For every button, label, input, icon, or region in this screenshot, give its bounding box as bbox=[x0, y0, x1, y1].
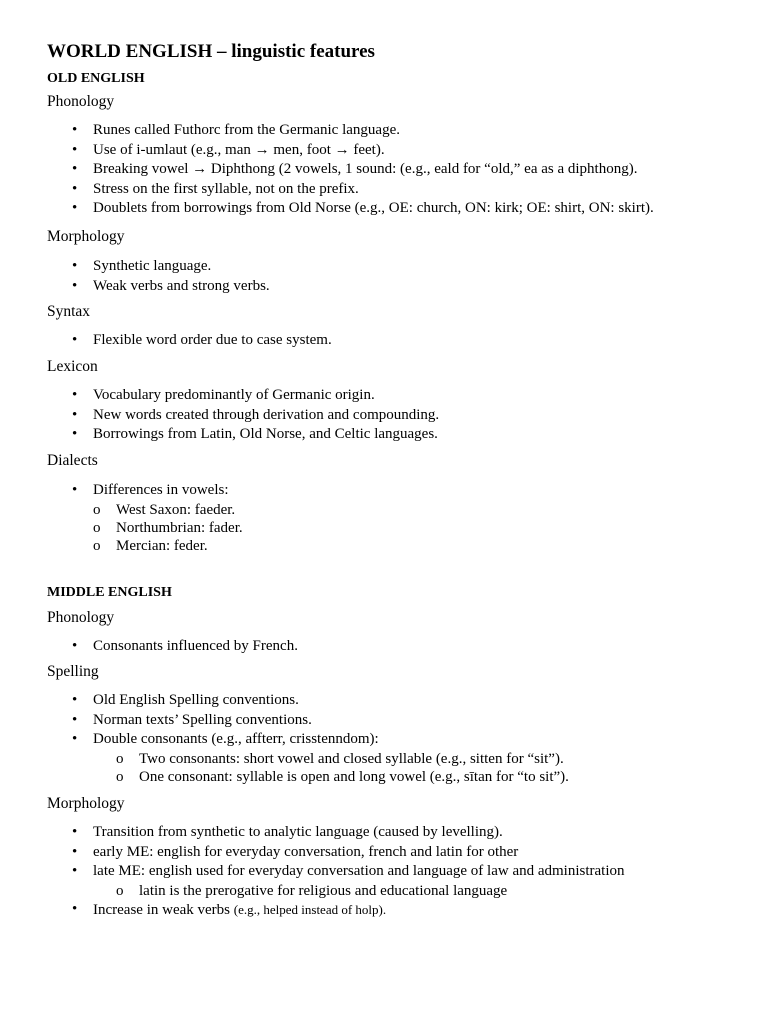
sub-bullet-icon: o bbox=[93, 537, 101, 554]
sub-bullet-icon: o bbox=[93, 501, 101, 518]
old-syntax-list bbox=[47, 331, 332, 351]
sub-list-item-text: latin is the prerogative for religious and educational language bbox=[139, 882, 508, 899]
morphology-sub-list bbox=[93, 882, 625, 900]
list-item bbox=[47, 386, 439, 406]
sub-bullet-icon: o bbox=[116, 750, 124, 767]
middle-phonology-heading: Phonology bbox=[47, 609, 115, 626]
sub-list-item bbox=[93, 768, 569, 786]
sub-list-item bbox=[93, 537, 243, 555]
list-item-text: late ME: english used for everyday conversation and language of law and administration bbox=[93, 863, 625, 880]
bullet-icon: • bbox=[72, 692, 78, 708]
list-item bbox=[47, 711, 569, 731]
old-syntax-heading: Syntax bbox=[47, 303, 91, 320]
list-item bbox=[47, 823, 625, 843]
bullet-icon: • bbox=[72, 406, 78, 423]
bullet-icon: • bbox=[72, 824, 78, 840]
old-lexicon-heading: Lexicon bbox=[47, 358, 98, 375]
sub-list-item bbox=[93, 882, 625, 900]
list-item-text: Flexible word order due to case system. bbox=[93, 332, 332, 348]
middle-morphology-heading: Morphology bbox=[47, 795, 125, 812]
bullet-icon: • bbox=[72, 141, 78, 158]
list-item-text: Differences in vowels: bbox=[93, 482, 229, 498]
list-item-text: Breaking vowel → Diphthong (2 vowels, 1 sound: (e.g., eald for “old,” ea as a diphthong). bbox=[93, 161, 638, 178]
sub-list-item bbox=[93, 519, 243, 537]
list-item bbox=[47, 691, 569, 711]
old-dialects-list bbox=[47, 481, 243, 555]
list-item bbox=[47, 425, 439, 445]
old-phonology-list bbox=[47, 121, 654, 219]
bullet-icon: • bbox=[72, 638, 78, 654]
list-item bbox=[47, 862, 625, 900]
list-item-text: early ME: english for everyday conversation, french and latin for other bbox=[93, 843, 519, 860]
document-title: WORLD ENGLISH – linguistic features bbox=[47, 41, 375, 62]
list-item-example-text: (e.g., helped instead of holp). bbox=[233, 901, 387, 917]
list-item bbox=[47, 141, 654, 161]
sub-list-item bbox=[93, 750, 569, 768]
list-item-text: Borrowings from Latin, Old Norse, and Celtic languages. bbox=[93, 426, 438, 443]
list-item-text: Old English Spelling conventions. bbox=[93, 692, 299, 708]
bullet-icon: • bbox=[72, 731, 78, 748]
list-item-text: Double consonants (e.g., affterr, crisstenndom): bbox=[93, 731, 379, 748]
list-item bbox=[47, 900, 625, 921]
sub-bullet-icon: o bbox=[93, 519, 101, 536]
middle-morphology-list bbox=[47, 823, 625, 920]
bullet-icon: • bbox=[72, 161, 78, 178]
list-item bbox=[47, 637, 298, 657]
list-item-text: Consonants influenced by French. bbox=[93, 638, 298, 654]
bullet-icon: • bbox=[72, 332, 78, 348]
sub-list-item-text: West Saxon: faeder. bbox=[116, 501, 236, 518]
list-item bbox=[47, 843, 625, 863]
list-item-text: Norman texts’ Spelling conventions. bbox=[93, 711, 312, 728]
list-item-text: Transition from synthetic to analytic language (caused by levelling). bbox=[93, 824, 503, 840]
list-item bbox=[47, 277, 270, 297]
list-item bbox=[47, 406, 439, 426]
bullet-icon: • bbox=[72, 900, 78, 917]
list-item bbox=[47, 481, 243, 555]
list-item-text: New words created through derivation and compounding. bbox=[93, 406, 440, 423]
sub-list-item-text: Mercian: feder. bbox=[116, 537, 208, 554]
bullet-icon: • bbox=[72, 200, 78, 217]
list-item bbox=[47, 730, 569, 786]
dialect-sub-list bbox=[93, 501, 243, 555]
list-item-text: Stress on the first syllable, not on the prefix. bbox=[93, 180, 359, 197]
bullet-icon: • bbox=[72, 482, 78, 498]
list-item-text: Increase in weak verbs bbox=[93, 901, 234, 918]
list-item bbox=[47, 121, 654, 141]
old-lexicon-list bbox=[47, 386, 439, 445]
list-item bbox=[47, 160, 654, 180]
middle-english-heading: MIDDLE ENGLISH bbox=[47, 585, 172, 600]
bullet-icon: • bbox=[72, 863, 78, 880]
middle-phonology-list bbox=[47, 637, 298, 657]
sub-bullet-icon: o bbox=[116, 768, 124, 785]
list-item bbox=[47, 180, 654, 200]
list-item bbox=[47, 199, 654, 219]
sub-list-item bbox=[93, 501, 243, 519]
bullet-icon: • bbox=[72, 843, 78, 860]
bullet-icon: • bbox=[72, 277, 78, 294]
bullet-icon: • bbox=[72, 387, 78, 403]
middle-spelling-list bbox=[47, 691, 569, 786]
old-morphology-list bbox=[47, 257, 270, 296]
old-dialects-heading: Dialects bbox=[47, 452, 98, 469]
bullet-icon: • bbox=[72, 711, 78, 728]
middle-spelling-heading: Spelling bbox=[47, 663, 99, 680]
list-item-text: Synthetic language. bbox=[93, 258, 212, 274]
old-english-heading: OLD ENGLISH bbox=[47, 71, 145, 86]
list-item-text: Weak verbs and strong verbs. bbox=[93, 277, 270, 294]
spelling-sub-list bbox=[93, 750, 569, 786]
bullet-icon: • bbox=[72, 122, 78, 138]
sub-bullet-icon: o bbox=[116, 882, 124, 899]
sub-list-item-text: One consonant: syllable is open and long vowel (e.g., sītan for “to sit”). bbox=[139, 768, 569, 785]
old-morphology-heading: Morphology bbox=[47, 228, 125, 245]
bullet-icon: • bbox=[72, 426, 78, 443]
list-item bbox=[47, 331, 332, 351]
old-phonology-heading: Phonology bbox=[47, 93, 115, 110]
sub-list-item-text: Northumbrian: fader. bbox=[116, 519, 243, 536]
bullet-icon: • bbox=[72, 180, 78, 197]
list-item-text: Use of i-umlaut (e.g., man → men, foot → feet). bbox=[93, 141, 385, 158]
list-item-text: Vocabulary predominantly of Germanic origin. bbox=[93, 387, 375, 403]
sub-list-item-text: Two consonants: short vowel and closed syllable (e.g., sitten for “sit”). bbox=[139, 750, 564, 767]
list-item bbox=[47, 257, 270, 277]
bullet-icon: • bbox=[72, 258, 78, 274]
list-item-text: Doublets from borrowings from Old Norse (e.g., OE: church, ON: kirk; OE: shirt, ON: skirt). bbox=[93, 200, 654, 217]
list-item-text: Runes called Futhorc from the Germanic language. bbox=[93, 122, 400, 138]
